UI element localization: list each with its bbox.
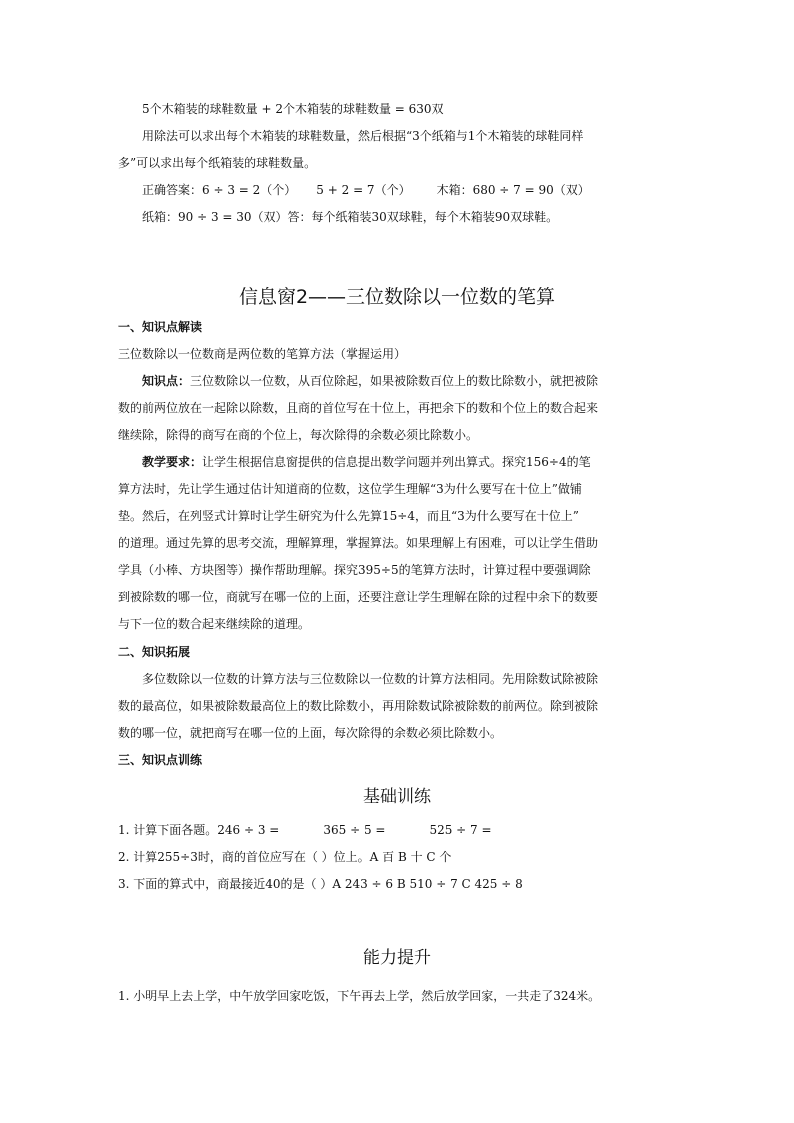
intro-line-1: 5个木箱装的球鞋数量 + 2个木箱装的球鞋数量 = 630双 bbox=[142, 102, 444, 116]
section3-heading: 三、知识点训练 bbox=[118, 753, 203, 767]
teaching-req-line-6: 到被除数的哪一位，商就写在哪一位的上面，还要注意让学生理解在除的过程中余下的数要 bbox=[118, 590, 599, 604]
teaching-req-line-4: 的道理。通过先算的思考交流，理解算理，掌握算法。如果理解上有困难，可以让学生借助 bbox=[118, 536, 599, 550]
ability-question-1: 1. 小明早上去上学，中午放学回家吃饭，下午再去上学，然后放学回家，一共走了324米。 bbox=[118, 989, 601, 1003]
question-2: 2. 计算255÷3时，商的首位应写在（ ）位上。A 百 B 十 C 个 bbox=[118, 850, 452, 864]
question-1-part-a: 1. 计算下面各题。246 ÷ 3 = bbox=[118, 823, 280, 837]
teaching-req-line-5: 学具（小棒、方块图等）操作帮助理解。探究395÷5的笔算方法时，计算过程中要强调除 bbox=[118, 563, 591, 577]
answer-part-b: 5 + 2 = 7（个） bbox=[316, 183, 411, 197]
section1-subtitle: 三位数除以一位数商是两位数的笔算方法（掌握运用） bbox=[118, 347, 407, 361]
answer-part-a: 6 ÷ 3 = 2（个） bbox=[202, 183, 297, 197]
section1-heading: 一、知识点解读 bbox=[118, 320, 203, 334]
extension-line-2: 数的最高位，如果被除数最高位上的数比除数小，再用除数试除被除数的前两位。除到被除 bbox=[118, 699, 599, 713]
question-1-part-b: 365 ÷ 5 = bbox=[323, 823, 386, 837]
extension-line-1: 多位数除以一位数的计算方法与三位数除以一位数的计算方法相同。先用除数试除被除 bbox=[142, 672, 599, 686]
answer-label: 正确答案： bbox=[142, 183, 203, 197]
knowledge-point-line-2: 数的前两位放在一起除以除数，且商的首位写在十位上，再把余下的数和个位上的数合起来 bbox=[118, 401, 599, 415]
question-3: 3. 下面的算式中，商最接近40的是（ ）A 243 ÷ 6 B 510 ÷ 7 C 425 ÷ 8 bbox=[118, 877, 523, 891]
intro-line-5: 纸箱：90 ÷ 3 = 30（双）答：每个纸箱装30双球鞋，每个木箱装90双球鞋。 bbox=[142, 210, 559, 224]
teaching-req-line-7: 与下一位的数合起来继续除的道理。 bbox=[118, 617, 311, 631]
teaching-req-line-3: 垫。然后，在列竖式计算时让学生研究为什么先算15÷4，而且“3为什么要写在十位上” bbox=[118, 509, 579, 523]
teaching-req-line-2: 算方法时，先让学生通过估计知道商的位数，这位学生理解“3为什么要写在十位上”做铺 bbox=[118, 482, 582, 496]
intro-line-2: 用除法可以求出每个木箱装的球鞋数量，然后根据“3个纸箱与1个木箱装的球鞋同样 bbox=[142, 129, 584, 143]
knowledge-point-label: 知识点： bbox=[142, 374, 191, 388]
ability-title: 能力提升 bbox=[363, 948, 431, 968]
knowledge-point-line-1: 知识点：三位数除以一位数，从百位除起，如果被除数百位上的数比除数小，就把被除 bbox=[142, 374, 599, 388]
teaching-req-line-1: 教学要求：让学生根据信息窗提供的信息提出数学问题并列出算式。探究156÷4的笔 bbox=[142, 455, 591, 469]
answer-line bbox=[142, 181, 590, 199]
intro-line-3: 多”可以求出每个纸箱装的球鞋数量。 bbox=[118, 156, 317, 170]
page-title: 信息窗2——三位数除以一位数的笔算 bbox=[238, 286, 556, 308]
teaching-req-label: 教学要求： bbox=[142, 455, 203, 469]
knowledge-point-line-3: 继续除，除得的商写在商的个位上，每次除得的余数必须比除数小。 bbox=[118, 428, 479, 442]
basic-training-title: 基础训练 bbox=[363, 787, 431, 807]
section2-heading: 二、知识拓展 bbox=[118, 645, 191, 659]
extension-line-3: 数的哪一位，就把商写在哪一位的上面，每次除得的余数必须比除数小。 bbox=[118, 726, 503, 740]
question-1 bbox=[118, 821, 492, 839]
question-1-part-c: 525 ÷ 7 = bbox=[429, 823, 492, 837]
answer-part-c: 木箱：680 ÷ 7 = 90（双） bbox=[436, 183, 590, 197]
